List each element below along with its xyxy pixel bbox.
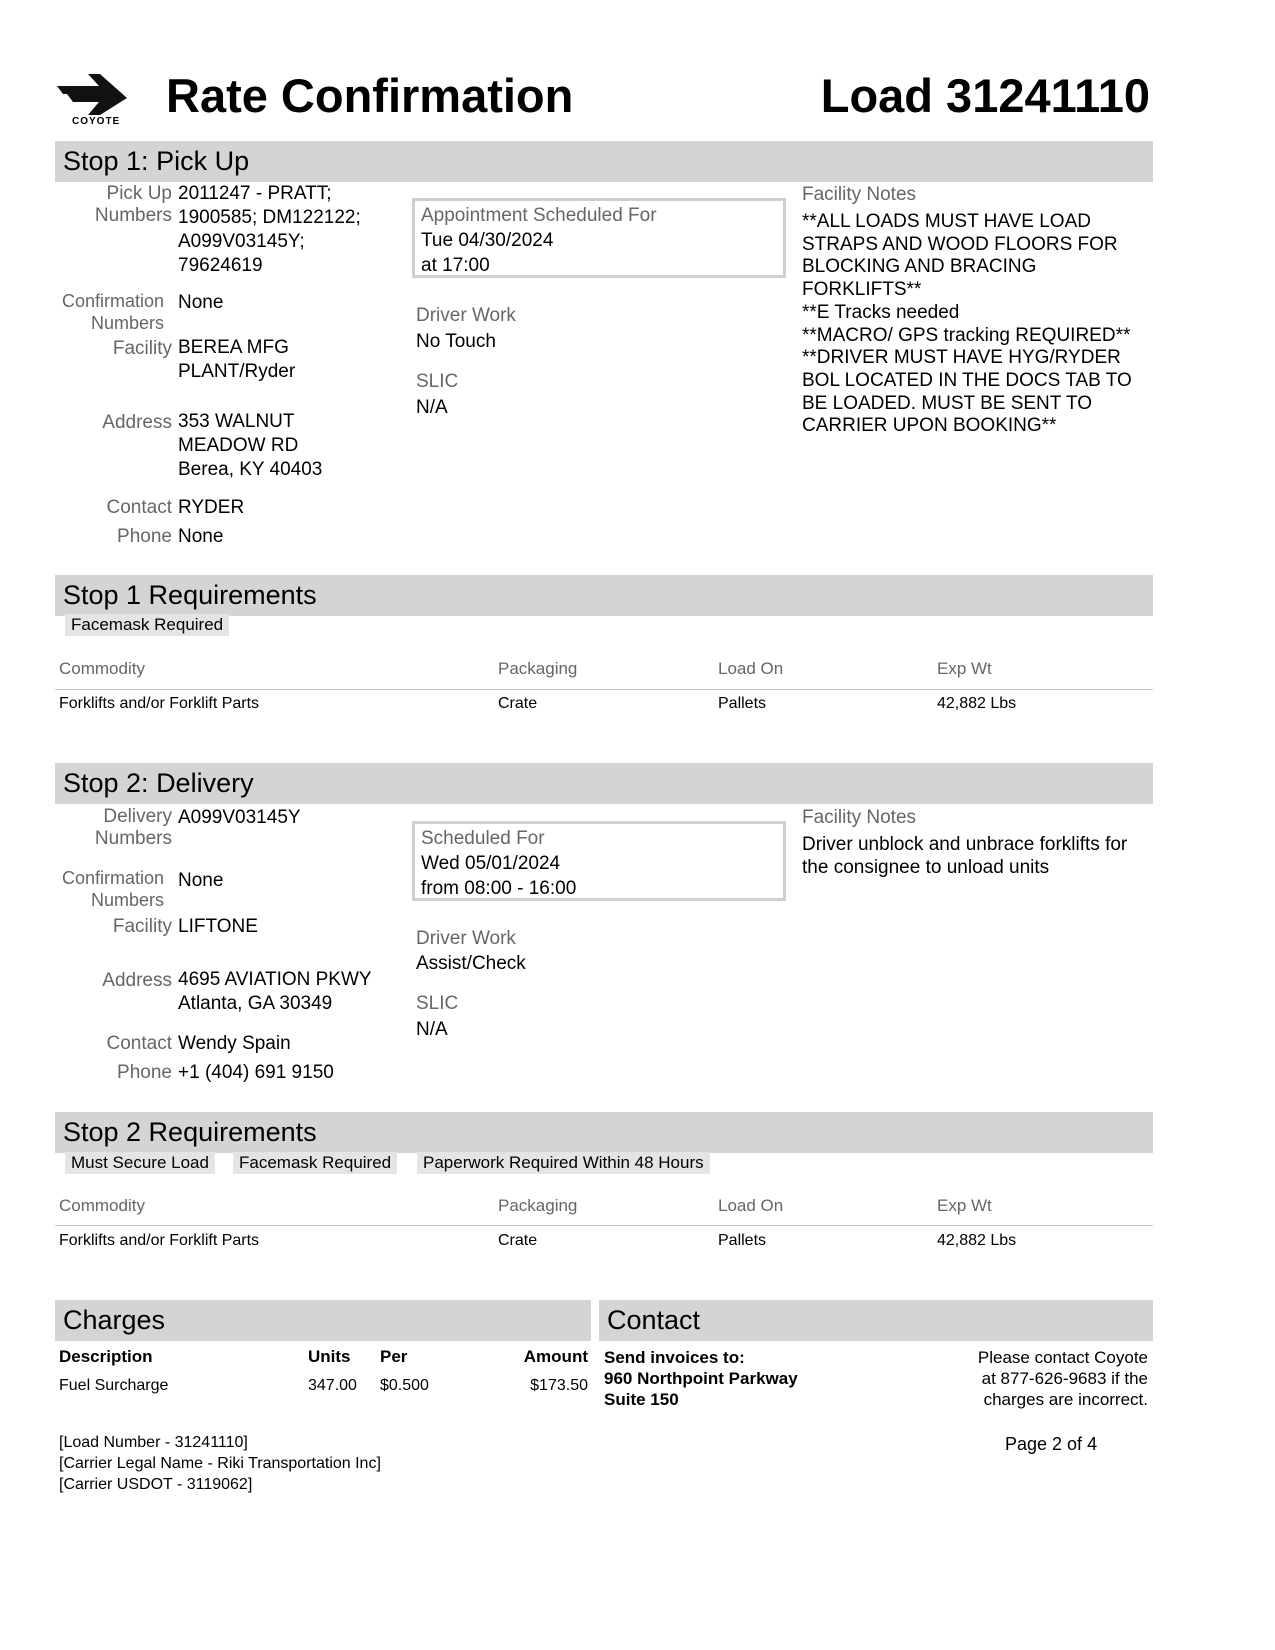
charges-row-description: Fuel Surcharge (59, 1377, 169, 1394)
stop2-phone-value: +1 (404) 691 9150 (178, 1062, 334, 1083)
stop2-appointment-time: from 08:00 - 16:00 (421, 878, 577, 899)
contact-band: Contact (599, 1300, 1153, 1341)
stop2-appointment-date: Wed 05/01/2024 (421, 853, 561, 874)
logo-wordmark: COYOTE (72, 116, 121, 127)
stop2-driver-work-label: Driver Work (416, 928, 516, 949)
stop1-row-load-on: Pallets (718, 695, 767, 712)
stop1-pickup-label: Pick Up Numbers (94, 183, 172, 226)
stop1-col-packaging: Packaging (498, 659, 578, 678)
charges-band: Charges (55, 1300, 591, 1341)
charges-col-description: Description (59, 1347, 153, 1366)
stop2-col-load-on: Load On (718, 1196, 784, 1215)
stop1-table-divider (55, 689, 1153, 690)
stop1-slic-value: N/A (416, 397, 448, 418)
stop2-facility-label: Facility (112, 916, 172, 937)
stop1-appointment-label: Appointment Scheduled For (421, 205, 657, 226)
stop2-address-value: 4695 AVIATION PKWY Atlanta, GA 30349 (178, 969, 372, 1014)
stop1-driver-work-value: No Touch (416, 331, 496, 352)
footer-load-info: [Load Number - 31241110] [Carrier Legal Name - Riki Transportation Inc] [Carrier USDOT - 3119062] (59, 1434, 381, 1493)
stop2-col-packaging: Packaging (498, 1196, 578, 1215)
stop1-phone-label: Phone (117, 526, 172, 547)
contact-note: Please contact Coyote at 877-626-9683 if the charges are incorrect. (977, 1348, 1148, 1409)
stop2-requirement-tag-facemask: Facemask Required (233, 1152, 397, 1174)
stop1-address-value: 353 WALNUT MEADOW RD Berea, KY 40403 (178, 411, 323, 480)
stop2-row-load-on: Pallets (718, 1232, 767, 1249)
stop2-col-commodity: Commodity (59, 1196, 145, 1215)
stop1-slic-label: SLIC (416, 371, 459, 392)
stop1-row-packaging: Crate (498, 695, 538, 712)
charges-row-units: 347.00 (308, 1377, 357, 1394)
stop1-band: Stop 1: Pick Up (55, 141, 1153, 182)
stop1-driver-work-label: Driver Work (416, 305, 516, 326)
stop1-col-load-on: Load On (718, 659, 784, 678)
stop2-phone-label: Phone (117, 1062, 172, 1083)
stop2-appointment-label: Scheduled For (421, 828, 545, 849)
stop2-confirmation-label: Confirmation Numbers (61, 868, 164, 910)
stop1-row-commodity: Forklifts and/or Forklift Parts (59, 695, 260, 712)
stop1-facility-value: BEREA MFG PLANT/Ryder (178, 337, 296, 382)
stop2-slic-label: SLIC (416, 993, 459, 1014)
stop1-facility-label: Facility (112, 338, 172, 359)
stop1-confirmation-value: None (178, 292, 224, 313)
stop1-phone-value: None (178, 526, 224, 547)
stop2-slic-value: N/A (416, 1019, 448, 1040)
stop2-facility-value: LIFTONE (178, 916, 258, 937)
stop1-col-commodity: Commodity (59, 659, 145, 678)
charges-row-amount: $173.50 (530, 1377, 588, 1394)
stop2-requirement-tag-secure: Must Secure Load (65, 1152, 215, 1174)
stop2-confirmation-value: None (178, 870, 224, 891)
stop1-pickup-numbers: 2011247 - PRATT; 1900585; DM122122; A099V03145Y; 79624619 (178, 183, 361, 276)
load-title: Load 31241110 (820, 69, 1150, 122)
stop1-contact-label: Contact (106, 497, 172, 518)
charges-col-amount: Amount (523, 1347, 588, 1366)
stop1-requirements-band: Stop 1 Requirements (55, 575, 1153, 616)
coyote-logo (55, 70, 130, 130)
stop2-contact-label: Contact (106, 1033, 172, 1054)
coyote-logo-icon (55, 70, 130, 116)
stop2-row-packaging: Crate (498, 1232, 538, 1249)
charges-col-per: Per (380, 1347, 408, 1366)
stop2-row-exp-wt: 42,882 Lbs (937, 1232, 1017, 1249)
stop2-contact-value: Wendy Spain (178, 1033, 291, 1054)
stop1-contact-value: RYDER (178, 497, 245, 518)
stop2-address-label: Address (102, 970, 172, 991)
charges-col-units: Units (308, 1347, 351, 1366)
page-number: Page 2 of 4 (1005, 1434, 1098, 1454)
stop2-col-exp-wt: Exp Wt (937, 1196, 992, 1215)
stop2-appointment-box (412, 821, 786, 901)
stop1-appointment-box (412, 198, 786, 278)
stop2-requirements-band: Stop 2 Requirements (55, 1112, 1153, 1153)
stop1-requirement-tag: Facemask Required (65, 614, 229, 636)
stop1-appointment-time: at 17:00 (421, 255, 490, 276)
stop2-requirement-tag-paperwork: Paperwork Required Within 48 Hours (417, 1152, 710, 1174)
stop2-row-commodity: Forklifts and/or Forklift Parts (59, 1232, 260, 1249)
stop2-band: Stop 2: Delivery (55, 763, 1153, 804)
stop2-driver-work-value: Assist/Check (416, 953, 526, 974)
stop2-facility-notes-label: Facility Notes (802, 807, 917, 828)
charges-row-per: $0.500 (380, 1377, 429, 1394)
stop1-address-label: Address (102, 412, 172, 433)
stop1-facility-notes-label: Facility Notes (802, 184, 917, 205)
stop1-facility-notes: **ALL LOADS MUST HAVE LOAD STRAPS AND WOOD FLOORS FOR BLOCKING AND BRACING FORKLIFTS** **E Tracks needed **MACRO/ GPS tracking REQUIRED** **DRIVER MUST HAVE HYG/RYDER BOL LOCATED IN THE DOCS TAB TO BE LOADED. MUST BE SENT TO CARRIER UPON BOOKING** (802, 211, 1132, 437)
stop1-col-exp-wt: Exp Wt (937, 659, 992, 678)
stop1-appointment-date: Tue 04/30/2024 (421, 230, 554, 251)
page-title: Rate Confirmation (166, 69, 574, 122)
stop2-table-divider (55, 1225, 1153, 1226)
stop1-row-exp-wt: 42,882 Lbs (937, 695, 1017, 712)
stop2-delivery-label: Delivery Numbers (94, 806, 172, 849)
contact-invoice-address: Send invoices to: 960 Northpoint Parkway Suite 150 (604, 1348, 798, 1409)
stop2-facility-notes: Driver unblock and unbrace forklifts for the consignee to unload units (802, 834, 1128, 878)
stop1-confirmation-label: Confirmation Numbers (61, 291, 164, 333)
stop2-delivery-numbers: A099V03145Y (178, 807, 301, 828)
